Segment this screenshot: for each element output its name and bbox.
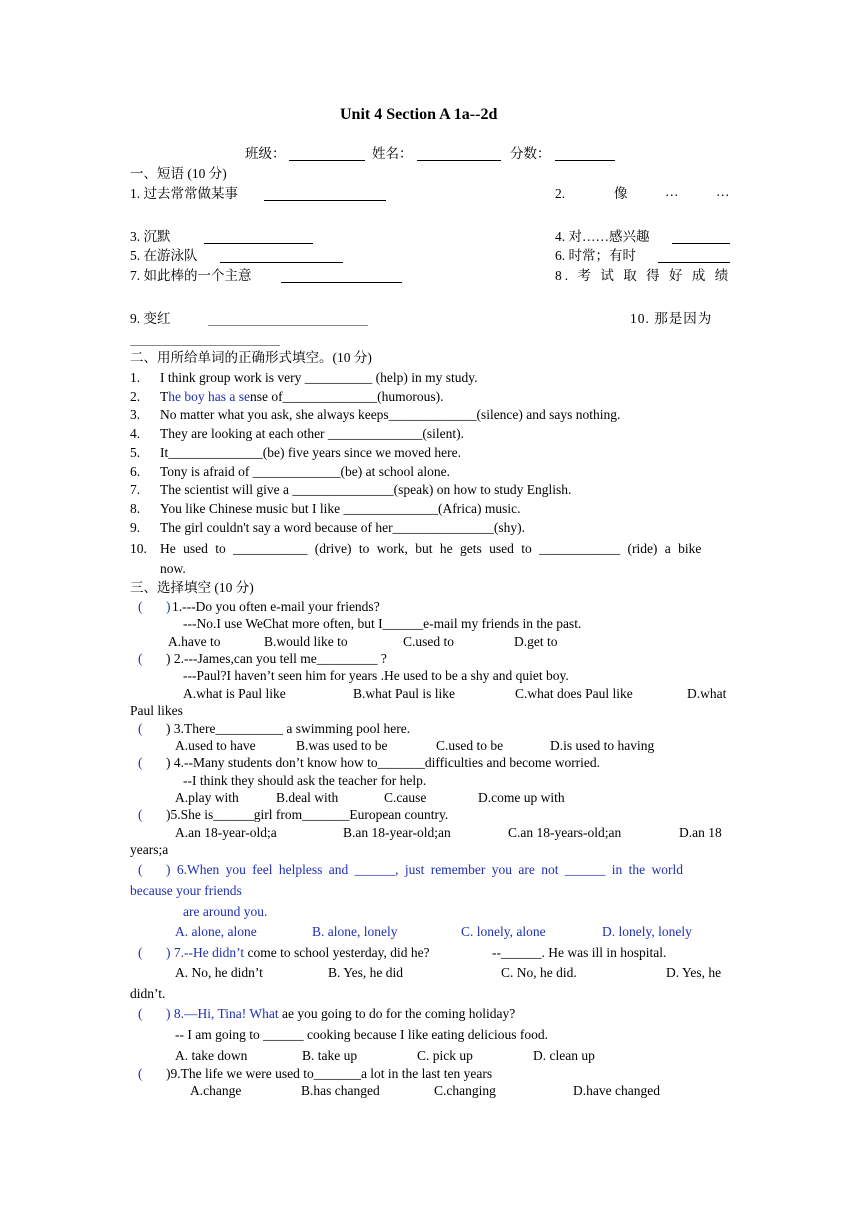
q7-answer-line: --______. He was ill in hospital.	[492, 945, 667, 960]
q5-paren-open: (	[138, 807, 143, 822]
q6-option-a[interactable]: A. alone, alone	[175, 924, 257, 939]
q9-option-d[interactable]: D.have changed	[573, 1083, 660, 1098]
q7-option-b[interactable]: B. Yes, he did	[328, 965, 404, 980]
s1-blank-9[interactable]	[208, 313, 368, 326]
s1-item-9: 9. 变红	[130, 311, 171, 326]
name-label: 姓名：	[372, 146, 413, 161]
q3-question: ) 3.There__________ a swimming pool here.	[166, 721, 411, 736]
q8-option-b[interactable]: B. take up	[302, 1048, 358, 1063]
q4-option-d[interactable]: D.come up with	[478, 790, 565, 805]
q1-line2: ---No.I use WeChat more often, but I______e-mail my friends in the past.	[183, 616, 582, 631]
s1-item-1: 1. 过去常常做某事	[130, 186, 238, 201]
q4-option-c[interactable]: C.cause	[384, 790, 427, 805]
s1-blank-6[interactable]	[658, 250, 730, 263]
s2-text-2: The boy has a sense of______________(humorous).	[160, 389, 444, 404]
q4-line2: --I think they should ask the teacher for help.	[183, 773, 427, 788]
q5-option-d-cont: years;a	[130, 842, 169, 857]
s1-item-4: 4. 对……感兴趣	[555, 229, 650, 244]
s2-text-8: You like Chinese music but I like ______________(Africa) music.	[160, 501, 521, 516]
q6-line2: because your friends	[130, 883, 242, 898]
q1-paren-close: )	[166, 599, 171, 614]
s2-num-9: 9.	[130, 520, 141, 535]
s2-text-5: It______________(be) five years since we moved here.	[160, 445, 462, 460]
s1-item-2-dots1: …	[665, 184, 679, 199]
section-2-heading: 二、用所给单词的正确形式填空。(10 分)	[130, 350, 372, 365]
q2-paren-open: (	[138, 651, 143, 666]
s2-num-2: 2.	[130, 389, 141, 404]
q9-option-c[interactable]: C.changing	[434, 1083, 496, 1098]
q1-option-c[interactable]: C.used to	[403, 634, 455, 649]
q3-paren-open: (	[138, 721, 143, 736]
s2-num-6: 6.	[130, 464, 141, 479]
section-3-heading: 三、选择填空 (10 分)	[130, 580, 254, 595]
q8-option-d[interactable]: D. clean up	[533, 1048, 595, 1063]
s2-num-4: 4.	[130, 426, 141, 441]
score-blank[interactable]	[555, 148, 615, 161]
s2-text-6: Tony is afraid of _____________(be) at school alone.	[160, 464, 450, 479]
s1-blank-4[interactable]	[672, 231, 730, 244]
q3-option-c[interactable]: C.used to be	[436, 738, 504, 753]
q2-option-c[interactable]: C.what does Paul like	[515, 686, 633, 701]
s2-text-1: I think group work is very __________ (help) in my study.	[160, 370, 478, 385]
section-1-heading: 一、短语 (10 分)	[130, 166, 227, 181]
class-blank[interactable]	[289, 148, 365, 161]
s1-item-2-num: 2.	[555, 186, 566, 201]
q8-option-c[interactable]: C. pick up	[417, 1048, 473, 1063]
s2-num-7: 7.	[130, 482, 141, 497]
score-label: 分数：	[510, 146, 551, 161]
q7-question: ) 7.--He didn’t come to school yesterday, did he?	[166, 945, 430, 960]
q1-question: 1.---Do you often e-mail your friends?	[172, 599, 380, 614]
class-label: 班级：	[245, 146, 286, 161]
s1-blank-1[interactable]	[264, 188, 386, 201]
s1-blank-10[interactable]	[130, 333, 280, 346]
q4-paren-open: (	[138, 755, 143, 770]
s2-num-8: 8.	[130, 501, 141, 516]
q5-option-a[interactable]: A.an 18-year-old;a	[175, 825, 277, 840]
q6-option-d[interactable]: D. lonely, lonely	[602, 924, 692, 939]
s1-item-6: 6. 时常；有时	[555, 248, 636, 263]
q5-option-b[interactable]: B.an 18-year-old;an	[343, 825, 451, 840]
s1-blank-7[interactable]	[281, 270, 402, 283]
q3-option-d[interactable]: D.is used to having	[550, 738, 655, 753]
q9-paren-open: (	[138, 1066, 143, 1081]
q7-option-a[interactable]: A. No, he didn’t	[175, 965, 263, 980]
q3-option-a[interactable]: A.used to have	[175, 738, 256, 753]
q6-paren-open: (	[138, 862, 143, 877]
q9-question: )9.The life we were used to_______a lot in the last ten years	[166, 1066, 493, 1081]
s2-text-10: He used to ___________ (drive) to work, but he gets used to ____________ (ride) a bike	[160, 541, 702, 556]
q7-option-d-cont: didn’t.	[130, 986, 166, 1001]
s2-text-10-cont: now.	[160, 561, 186, 576]
q6-option-c[interactable]: C. lonely, alone	[461, 924, 546, 939]
name-blank[interactable]	[417, 148, 501, 161]
q1-option-d[interactable]: D.get to	[514, 634, 558, 649]
q7-option-c[interactable]: C. No, he did.	[501, 965, 577, 980]
q2-option-d[interactable]: D.what	[687, 686, 727, 701]
q3-option-b[interactable]: B.was used to be	[296, 738, 388, 753]
q1-option-b[interactable]: B.would like to	[264, 634, 348, 649]
q2-question: ) 2.---James,can you tell me_________ ?	[166, 651, 387, 666]
q2-option-a[interactable]: A.what is Paul like	[183, 686, 286, 701]
s2-num-5: 5.	[130, 445, 141, 460]
q9-option-b[interactable]: B.has changed	[301, 1083, 380, 1098]
s1-item-7: 7. 如此棒的一个主意	[130, 268, 252, 283]
s2-text-7: The scientist will give a _______________(speak) on how to study English.	[160, 482, 572, 497]
q8-paren-open: (	[138, 1006, 143, 1021]
q8-option-a[interactable]: A. take down	[175, 1048, 248, 1063]
q5-question: )5.She is______girl from_______European country.	[166, 807, 449, 822]
s2-num-3: 3.	[130, 407, 141, 422]
s1-item-10: 10. 那是因为	[630, 311, 713, 326]
s2-text-3: No matter what you ask, she always keeps_____________(silence) and says nothing.	[160, 407, 621, 422]
s1-blank-3[interactable]	[204, 231, 313, 244]
s2-num-10: 10.	[130, 541, 147, 556]
q4-option-a[interactable]: A.play with	[175, 790, 239, 805]
q2-option-d-cont: Paul likes	[130, 703, 183, 718]
q2-option-b[interactable]: B.what Paul is like	[353, 686, 455, 701]
q8-question: ) 8.—Hi, Tina! What ae you going to do for the coming holiday?	[166, 1006, 516, 1021]
s1-item-5: 5. 在游泳队	[130, 248, 198, 263]
s2-text-9: The girl couldn't say a word because of her_______________(shy).	[160, 520, 525, 535]
q5-option-c[interactable]: C.an 18-years-old;an	[508, 825, 622, 840]
q5-option-d[interactable]: D.an 18	[679, 825, 722, 840]
q9-option-a[interactable]: A.change	[190, 1083, 242, 1098]
q6-line3: are around you.	[183, 904, 268, 919]
q6-option-b[interactable]: B. alone, lonely	[312, 924, 398, 939]
q1-option-a[interactable]: A.have to	[168, 634, 221, 649]
s1-item-8: 8. 考 试 取 得 好 成 绩	[555, 268, 732, 283]
s1-blank-5[interactable]	[220, 250, 343, 263]
s1-item-2-text: 像	[614, 186, 628, 201]
q2-line2: ---Paul?I haven’t seen him for years .He used to be a shy and quiet boy.	[183, 668, 569, 683]
q7-paren-open: (	[138, 945, 143, 960]
q4-option-b[interactable]: B.deal with	[276, 790, 339, 805]
s2-num-1: 1.	[130, 370, 141, 385]
q8-line2: -- I am going to ______ cooking because I like eating delicious food.	[175, 1027, 549, 1042]
q7-option-d[interactable]: D. Yes, he	[666, 965, 722, 980]
q6-question: ) 6.When you feel helpless and ______, just remember you are not ______ in the world	[166, 862, 684, 877]
s1-item-2-dots2: …	[716, 184, 730, 199]
s1-item-3: 3. 沉默	[130, 229, 171, 244]
page-title: Unit 4 Section A 1a--2d	[340, 106, 498, 123]
q1-paren-open: (	[138, 599, 143, 614]
q4-question: ) 4.--Many students don’t know how to_______difficulties and become worried.	[166, 755, 601, 770]
s2-text-4: They are looking at each other ______________(silent).	[160, 426, 465, 441]
